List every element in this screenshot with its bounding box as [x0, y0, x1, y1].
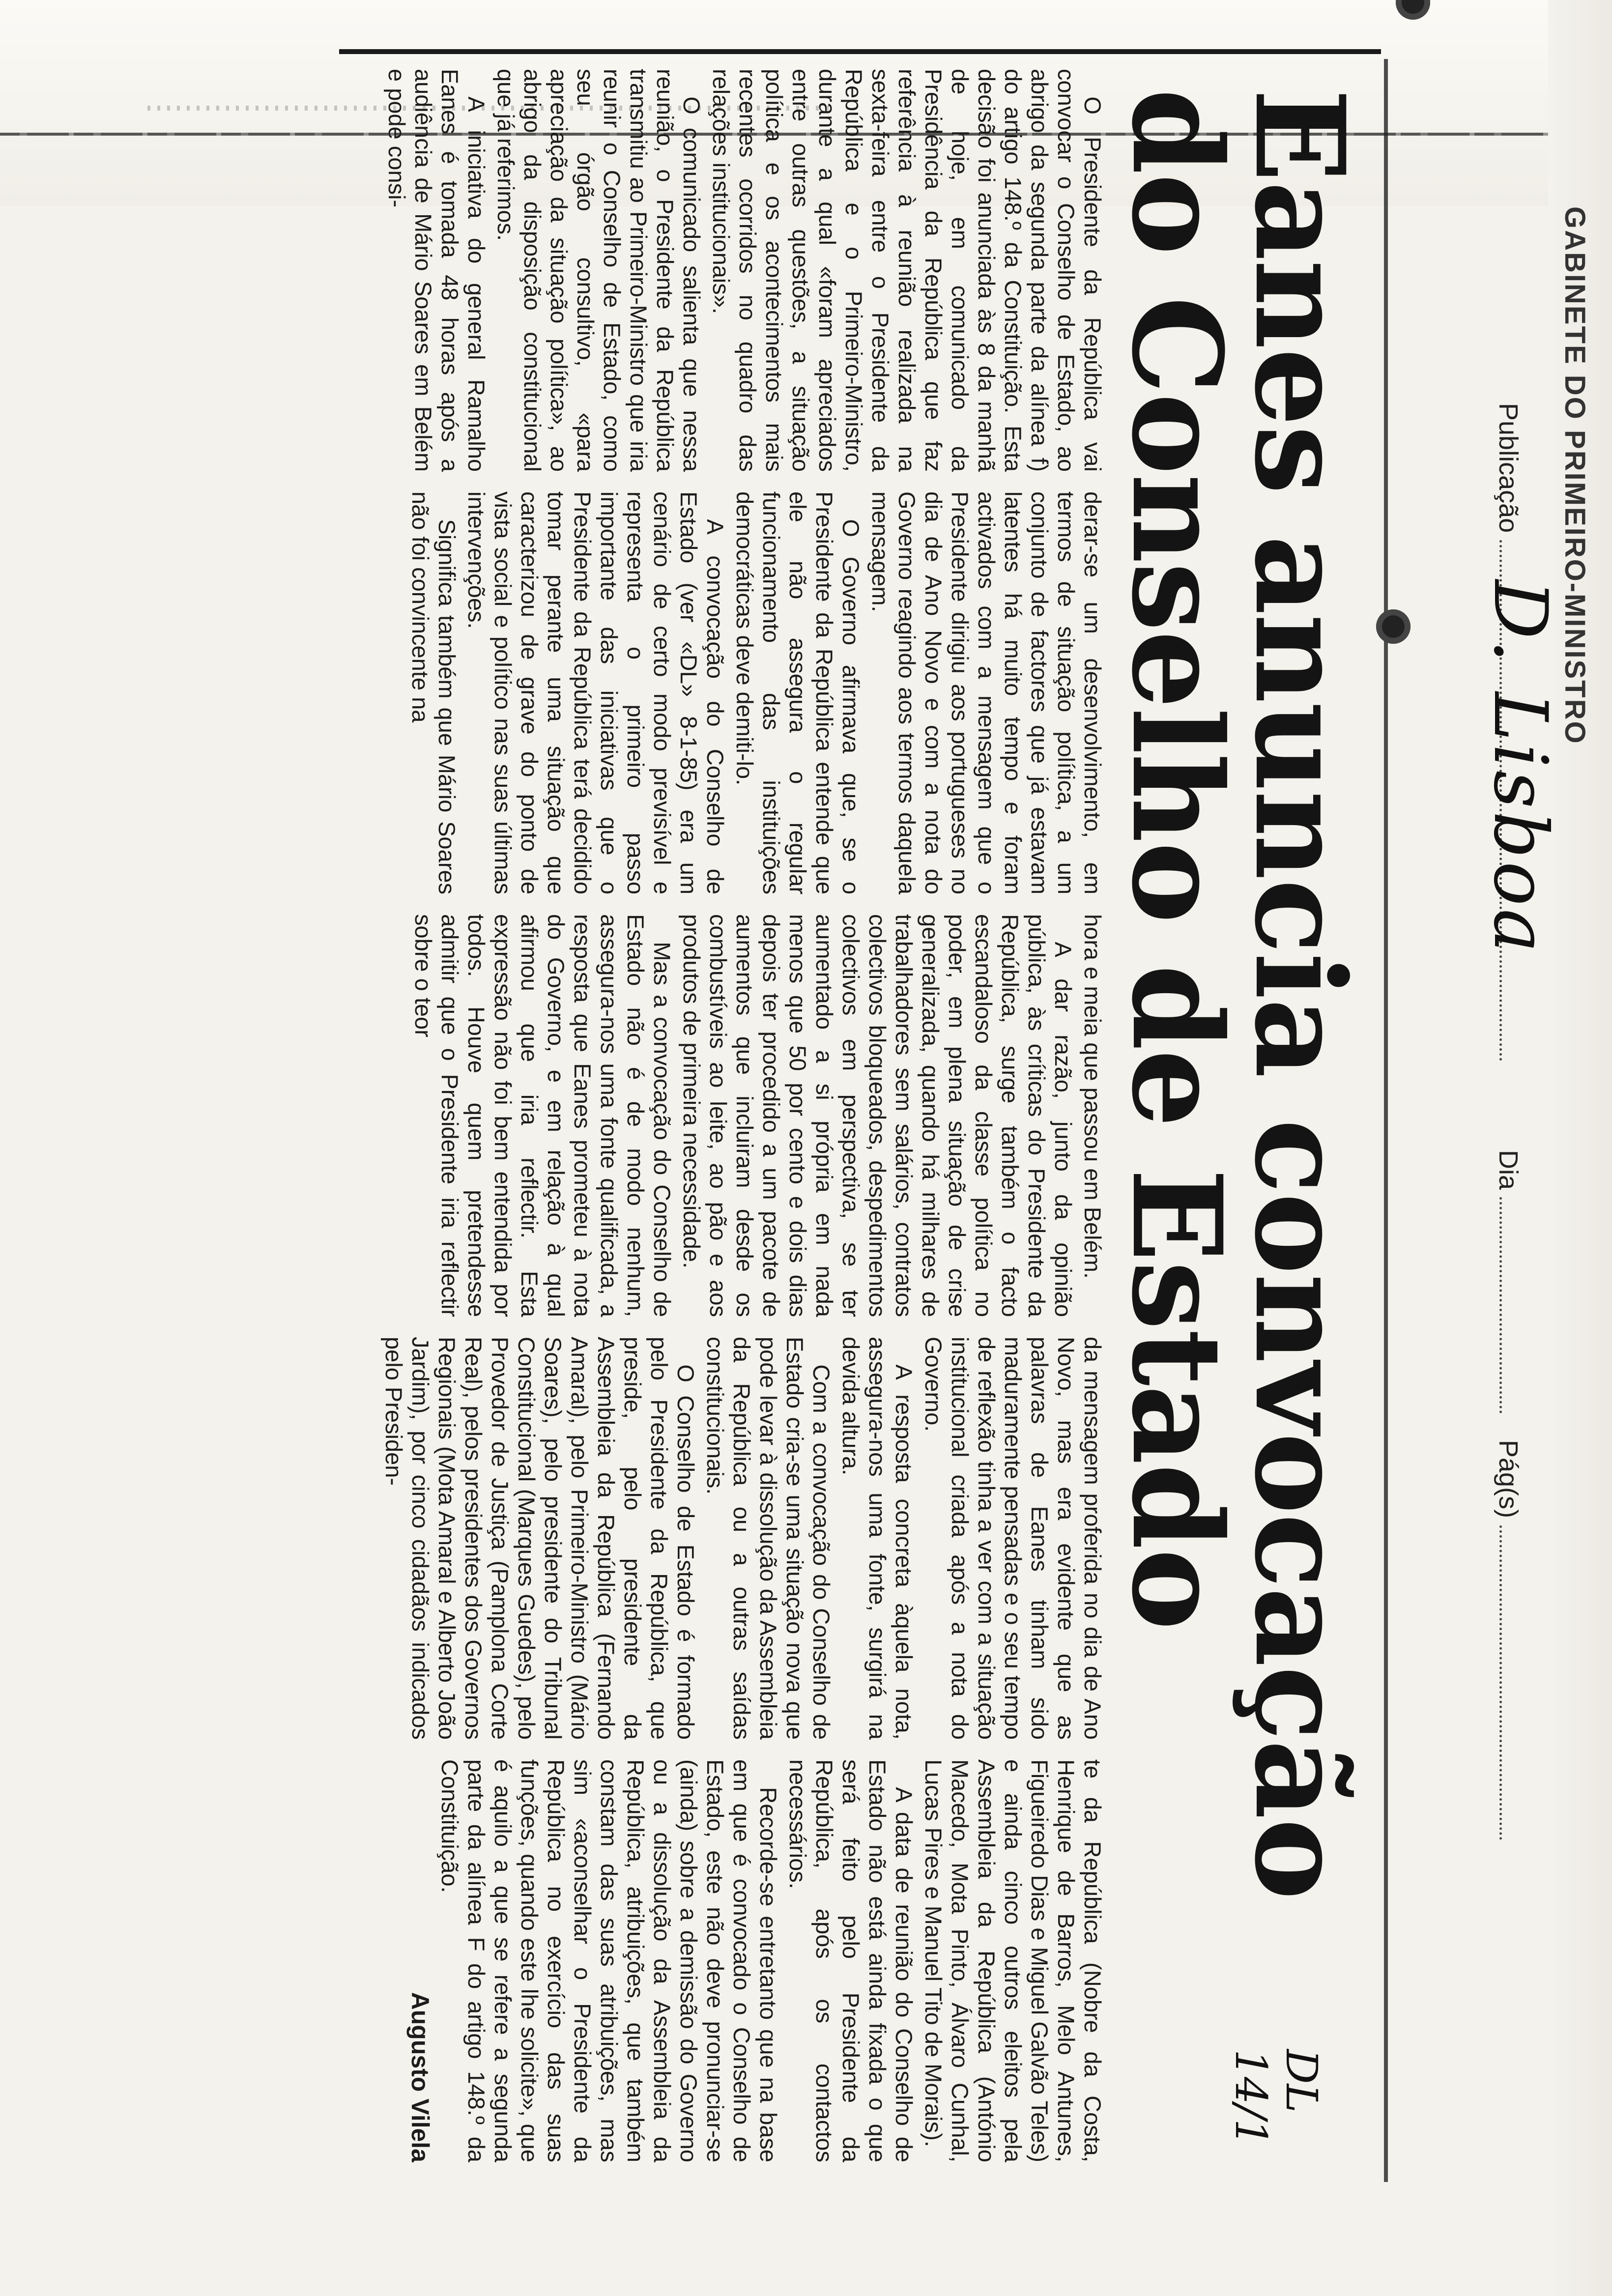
office-header: GABINETE DO PRIMEIRO-MINISTRO	[1559, 206, 1591, 745]
paragraph: Recorde-se entretanto que na base em que é convocado o Conselho de Estado, este não deve pronunciar-se (ainda) sobre a demissão do Governo ou a dissolução da Assembleia da República, atribuições, que também constam das suas atribuições, mas sim «aconselhar o Presidente da República no exercício das suas funções, quando este lhe solicite», que é aquilo a que se refere a segunda parte da alínea F do artigo 148.º da Constituição.	[437, 1759, 781, 2162]
article-column-3	[339, 914, 1106, 1317]
paragraph: A dar razão, junto da opinião pública, às críticas do Presidente da República, surge também o facto escandaloso da classe política no poder, em plena situação de crise generalizada, quando há milhares de trabalhadores sem salários, contratos colectivos bloqueados, despedimentos colectivos em perspectiva, se ter aumentado a si própria em nada menos que 50 por cento e dois dias depois ter procedido a um pacote de aumentos que incluiram desde os combustíveis ao leite, ao pão e aos produtos de primeira necessidade.	[679, 914, 1076, 1317]
pages-label: Pág(s)	[1494, 1440, 1523, 1519]
paragraph: derar-se um desenvolvimento, em termos de situação política, a um conjunto de factores que já estavam latentes há muito tempo e foram activados com a mensagem que o Presidente dirigiu aos portugueses no dia de Ano Novo e com a nota do Governo reagindo aos termos daquela mensagem.	[867, 491, 1106, 894]
clipping-edge	[1384, 59, 1388, 2182]
newspaper-clipping	[339, 59, 1381, 2182]
headline-line-1: Eanes anuncia convocação	[1228, 88, 1372, 1899]
publication-handwriting: D. Lisboa	[1477, 580, 1563, 956]
paragraph: hora e meia que passou em Belém.	[1080, 914, 1106, 1279]
paragraph: Significa também que Mário Soares não foi convincente na	[407, 491, 460, 894]
paragraph: O Governo afirmava que, se o Presidente da República entende que ele não assegura o regular funcionamento das instituições democráticas deve demiti-lo.	[732, 491, 864, 894]
article-column-2	[339, 491, 1106, 894]
article-body	[339, 69, 1106, 2162]
day-dots	[1499, 1197, 1502, 1413]
paragraph: Mas a convocação do Conselho de Estado não é de modo nenhum, assegura-nos uma fonte qualificada, a resposta que Eanes prometeu à nota do Governo, e em relação à qual afirmou que iria reflectir. Esta expressão não foi bem entendida por todos. Houve quem pretendesse admitir que o Presidente iria reflectir sobre o teor	[410, 914, 675, 1317]
article-headline	[1105, 88, 1372, 1956]
paragraph: A convocação do Conselho de Estado (ver «DL» 8-1-85) era um cenário de certo modo previsível e representa o primeiro passo importante das iniciativas que o Presidente da República terá decidido tomar perante uma situação que caracterizou de grave do ponto de vista social e político nas suas últimas intervenções.	[463, 491, 728, 894]
article-byline: Augusto Vilela	[406, 1992, 434, 2162]
pages-dots	[1499, 1525, 1502, 1840]
punch-hole	[1376, 609, 1410, 644]
rotated-clipping-sheet	[334, 59, 1592, 2202]
paragraph: A resposta concreta àquela nota, assegura-nos uma fonte, surgirá na devida altura.	[838, 1337, 917, 1740]
paragraph: A iniciativa do general Ramalho Eanes é tomada 48 horas após a audiência de Mário Soares em Belém e pode consi-	[384, 69, 489, 472]
publication-label: Publicação	[1494, 403, 1523, 533]
paragraph: O Conselho de Estado é formado pelo Presidente da República, que preside, pelo presidente da Assembleia da República (Fernando Amaral), pelo Primeiro-Ministro (Mário Soares), pelo presidente do Tribunal Constitucional (Marques Guedes), pelo Provedor de Justiça (Pamplona Corte Real), pelos presidentes dos Governos Regionais (Mota Amaral e Alberto João Jardim), por cinco cidadãos indicados pelo Presiden-	[381, 1337, 699, 1740]
headline-line-2: do Conselho de Estado	[1105, 88, 1249, 1630]
clipping-edge	[339, 49, 1381, 54]
paragraph: A data de reunião do Conselho de Estado não está ainda fixada o que será feito pelo Presidente da República, após os contactos necessários.	[785, 1759, 917, 2162]
article-column-1	[339, 69, 1106, 472]
article-column-5	[339, 1759, 1106, 2162]
pages-field	[1493, 1440, 1524, 1840]
paragraph: Com a convocação do Conselho de Estado cria-se uma situação nova que pode levar à dissolução da Assembleia da República ou a outras saídas constitucionais.	[702, 1337, 835, 1740]
article-column-4	[339, 1337, 1106, 1740]
day-field	[1493, 1150, 1524, 1413]
day-label: Dia	[1494, 1150, 1523, 1190]
paragraph: O Presidente da República vai convocar o Conselho de Estado, ao abrigo da segunda parte da alínea f) do artigo 148.º da Constituição. Esta decisão foi anunciada às 8 da manhã de hoje, em comunicado da Presidência da República que faz referência à reunião realizada na sexta-feira entre o Presidente da República e o Primeiro-Ministro, durante a qual «foram apreciados entre outras questões, a situação política e os acontecimentos mais recentes ocorridos no quadro das relações institucionais».	[708, 69, 1106, 472]
paragraph: te da República (Nobre da Costa, Henrique de Barros, Melo Antunes, Figueiredo Dias e Miguel Galvão Teles) e ainda cinco outros eleitos pela Assembleia da República (António Macedo, Mota Pinto, Álvaro Cunhal, Lucas Pires e Manuel Tito de Morais).	[921, 1759, 1106, 2162]
paragraph: da mensagem proferida no dia de Ano Novo, mas era evidente que as palavras de Eanes tinham sido maduramente pensadas e o seu tempo de reflexão tinha a ver com a situação institucional criada após a nota do Governo.	[921, 1337, 1106, 1740]
paragraph: O comunicado salienta que nessa reunião, o Presidente da República transmitiu ao Primeiro-Ministro que iria reunir o Conselho de Estado, como seu órgão consultivo, «para apreciação da situação política», ao abrigo da disposição constitucional que já referimos.	[493, 69, 705, 472]
handwritten-date: DL 14/1	[1226, 2049, 1327, 2147]
